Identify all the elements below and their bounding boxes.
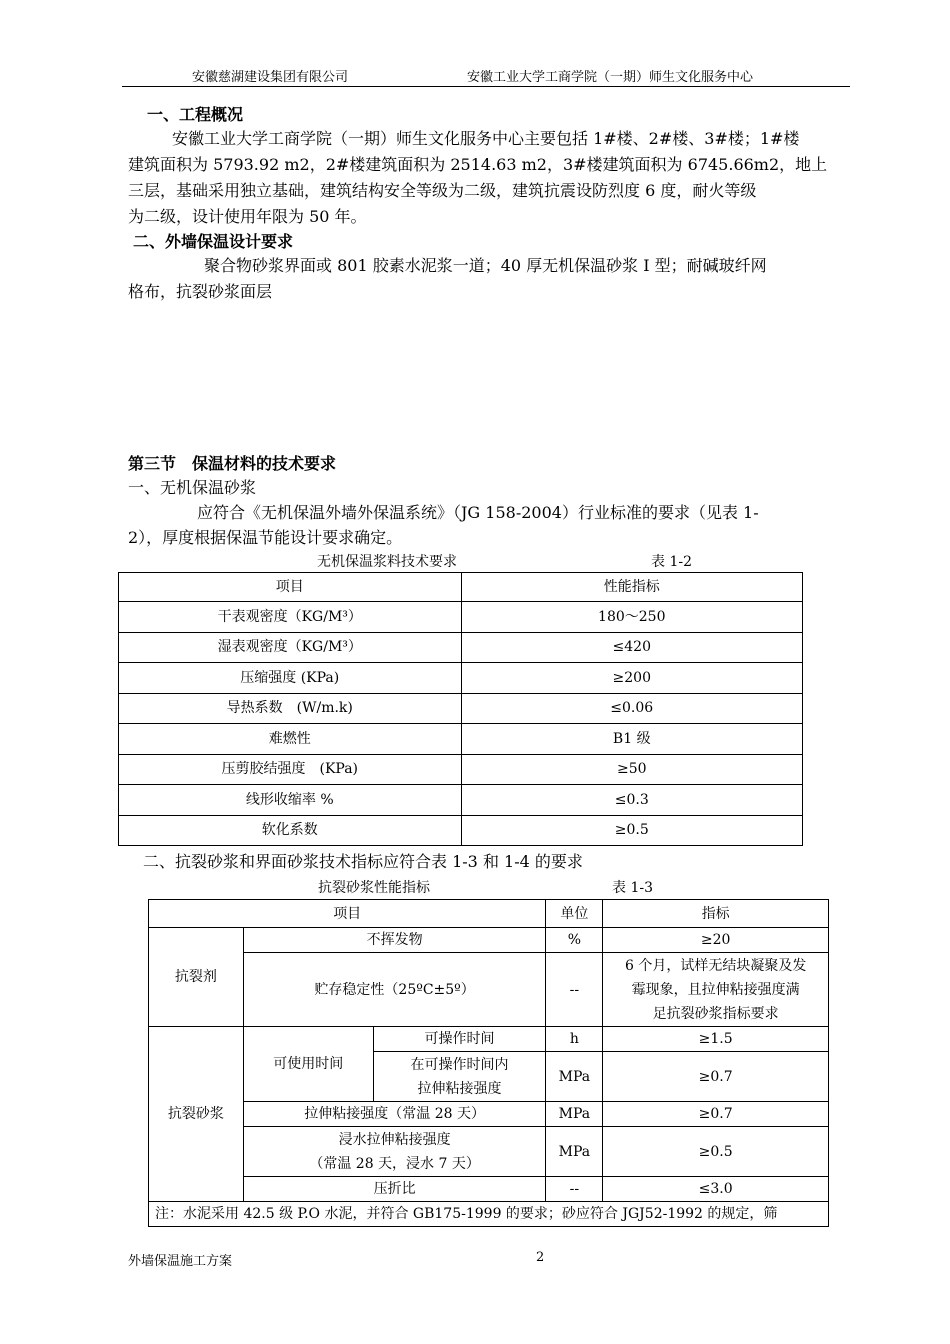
table2-cell: 可操作时间 [373, 1027, 546, 1052]
table1-item-cell: 干表观密度（KG/M³） [119, 602, 462, 633]
table2-cell: h [546, 1027, 603, 1052]
table2-cell-line: 在可操作时间内 [410, 1056, 509, 1073]
table-row [119, 785, 803, 816]
table2-cell: 不挥发物 [243, 928, 546, 953]
section3-para-line1: 应符合《无机保温外墙外保温系统》（JG 158-2004）行业标准的要求（见表 1- [197, 503, 759, 522]
header-company: 安徽慈湖建设集团有限公司 [192, 70, 349, 85]
section2-line2: 格布，抗裂砂浆面层 [128, 282, 273, 301]
section1-line2: 建筑面积为 5793.92 m2，2#楼建筑面积为 2514.63 m2，3#楼建筑面积为 6745.66m2，地上 [128, 155, 828, 174]
section2-title: 二、外墙保温设计要求 [133, 232, 294, 251]
table2-cell-line: （常温 28 天，浸水 7 天） [309, 1155, 480, 1172]
table2-cell: MPa [546, 1102, 603, 1127]
section1-title: 一、工程概况 [147, 105, 244, 124]
table1-header-index: 性能指标 [461, 573, 802, 602]
page-header [122, 62, 850, 87]
table2-cell: MPa [546, 1052, 603, 1102]
table1-item-cell: 线形收缩率 % [119, 785, 462, 816]
table2-cell: -- [546, 1177, 603, 1202]
table2 [148, 899, 829, 1227]
table2-group-crack-mortar: 抗裂砂浆 [149, 1027, 244, 1202]
table1-header-item: 项目 [119, 573, 462, 602]
table2-cell: ≥1.5 [603, 1027, 829, 1052]
table2-cell [603, 953, 829, 1027]
table2-cell-line: 浸水拉伸粘接强度 [338, 1131, 451, 1148]
table1-caption: 无机保温浆料技术要求 [317, 554, 457, 570]
sub2-heading: 二、抗裂砂浆和界面砂浆技术指标应符合表 1-3 和 1-4 的要求 [143, 852, 583, 871]
table1-number: 表 1-2 [651, 554, 692, 570]
section3-para-line2: 2），厚度根据保温节能设计要求确定。 [128, 528, 403, 547]
table2-cell: ≥0.5 [603, 1127, 829, 1177]
table-row [119, 602, 803, 633]
table-row [119, 754, 803, 785]
table2-cell: ≥0.7 [603, 1102, 829, 1127]
table1-value-cell: 180～250 [461, 602, 802, 633]
table2-cell: 可使用时间 [243, 1027, 373, 1102]
table2-cell: 贮存稳定性（25ºC±5º） [243, 953, 546, 1027]
table2-header-index: 指标 [603, 900, 829, 928]
table2-cell: 压折比 [243, 1177, 546, 1202]
table1-item-cell: 压剪胶结强度 (KPa) [119, 754, 462, 785]
table2-cell: ≥0.7 [603, 1052, 829, 1102]
table-row [149, 900, 829, 928]
table-row [119, 693, 803, 724]
table2-cell: 拉伸粘接强度（常温 28 天） [243, 1102, 546, 1127]
table2-header-unit: 单位 [546, 900, 603, 928]
table1-value-cell: ≥50 [461, 754, 802, 785]
table2-cell-line: 霉现象，且拉伸粘接强度满 [631, 981, 800, 998]
section3-title: 第三节 保温材料的技术要求 [128, 454, 337, 473]
table2-cell [373, 1052, 546, 1102]
table1-value-cell: ≤0.06 [461, 693, 802, 724]
table2-cell: ≤3.0 [603, 1177, 829, 1202]
table2-cell: ≥20 [603, 928, 829, 953]
table-row [119, 815, 803, 846]
table2-cell [243, 1127, 546, 1177]
table2-cell-line: 足抗裂砂浆指标要求 [652, 1005, 779, 1022]
table-row [149, 1102, 829, 1127]
table1-header-row [119, 573, 803, 602]
table-row [119, 724, 803, 755]
table1-value-cell: ≥0.5 [461, 815, 802, 846]
table-row [119, 663, 803, 694]
table1-item-cell: 压缩强度 (KPa) [119, 663, 462, 694]
table-row [149, 1202, 829, 1227]
table1-item-cell: 软化系数 [119, 815, 462, 846]
section1-line3: 三层，基础采用独立基础，建筑结构安全等级为二级，建筑抗震设防烈度 6 度，耐火等级 [128, 181, 757, 200]
section1-line4: 为二级，设计使用年限为 50 年。 [128, 207, 367, 226]
table2-cell: % [546, 928, 603, 953]
table2-group-crack-agent: 抗裂剂 [149, 928, 244, 1027]
section1-line1: 安徽工业大学工商学院（一期）师生文化服务中心主要包括 1#楼、2#楼、3#楼；1#楼 [172, 129, 800, 148]
section3-sub1: 一、无机保温砂浆 [128, 478, 257, 497]
table-row [149, 928, 829, 953]
table-row [149, 1177, 829, 1202]
table1-item-cell: 导热系数 (W/m.k) [119, 693, 462, 724]
table2-cell: MPa [546, 1127, 603, 1177]
table-row [149, 953, 829, 1027]
table1 [118, 572, 803, 846]
table2-note: 注：水泥采用 42.5 级 P.O 水泥，并符合 GB175-1999 的要求；砂应符合 JGJ52-1992 的规定，筛 [149, 1202, 829, 1227]
table2-cell-line: 拉伸粘接强度 [417, 1080, 502, 1097]
table1-value-cell: ≤420 [461, 632, 802, 663]
table1-item-cell: 湿表观密度（KG/M³） [119, 632, 462, 663]
table1-value-cell: ≥200 [461, 663, 802, 694]
table1-value-cell: B1 级 [461, 724, 802, 755]
table-row [119, 632, 803, 663]
table2-number: 表 1-3 [612, 880, 653, 896]
footer-title: 外墙保温施工方案 [128, 1254, 233, 1269]
section2-line1: 聚合物砂浆界面或 801 胶素水泥浆一道；40 厚无机保温砂浆 I 型；耐碱玻纤网 [204, 256, 767, 275]
table1-item-cell: 难燃性 [119, 724, 462, 755]
table2-header-item: 项目 [149, 900, 546, 928]
table2-caption: 抗裂砂浆性能指标 [318, 880, 430, 896]
table-row [149, 1127, 829, 1177]
table2-cell-line: 6 个月，试样无结块凝聚及发 [624, 957, 807, 974]
table2-cell: -- [546, 953, 603, 1027]
header-project: 安徽工业大学工商学院（一期）师生文化服务中心 [467, 70, 754, 85]
page-number: 2 [536, 1250, 545, 1265]
table-row [149, 1027, 829, 1052]
table1-value-cell: ≤0.3 [461, 785, 802, 816]
